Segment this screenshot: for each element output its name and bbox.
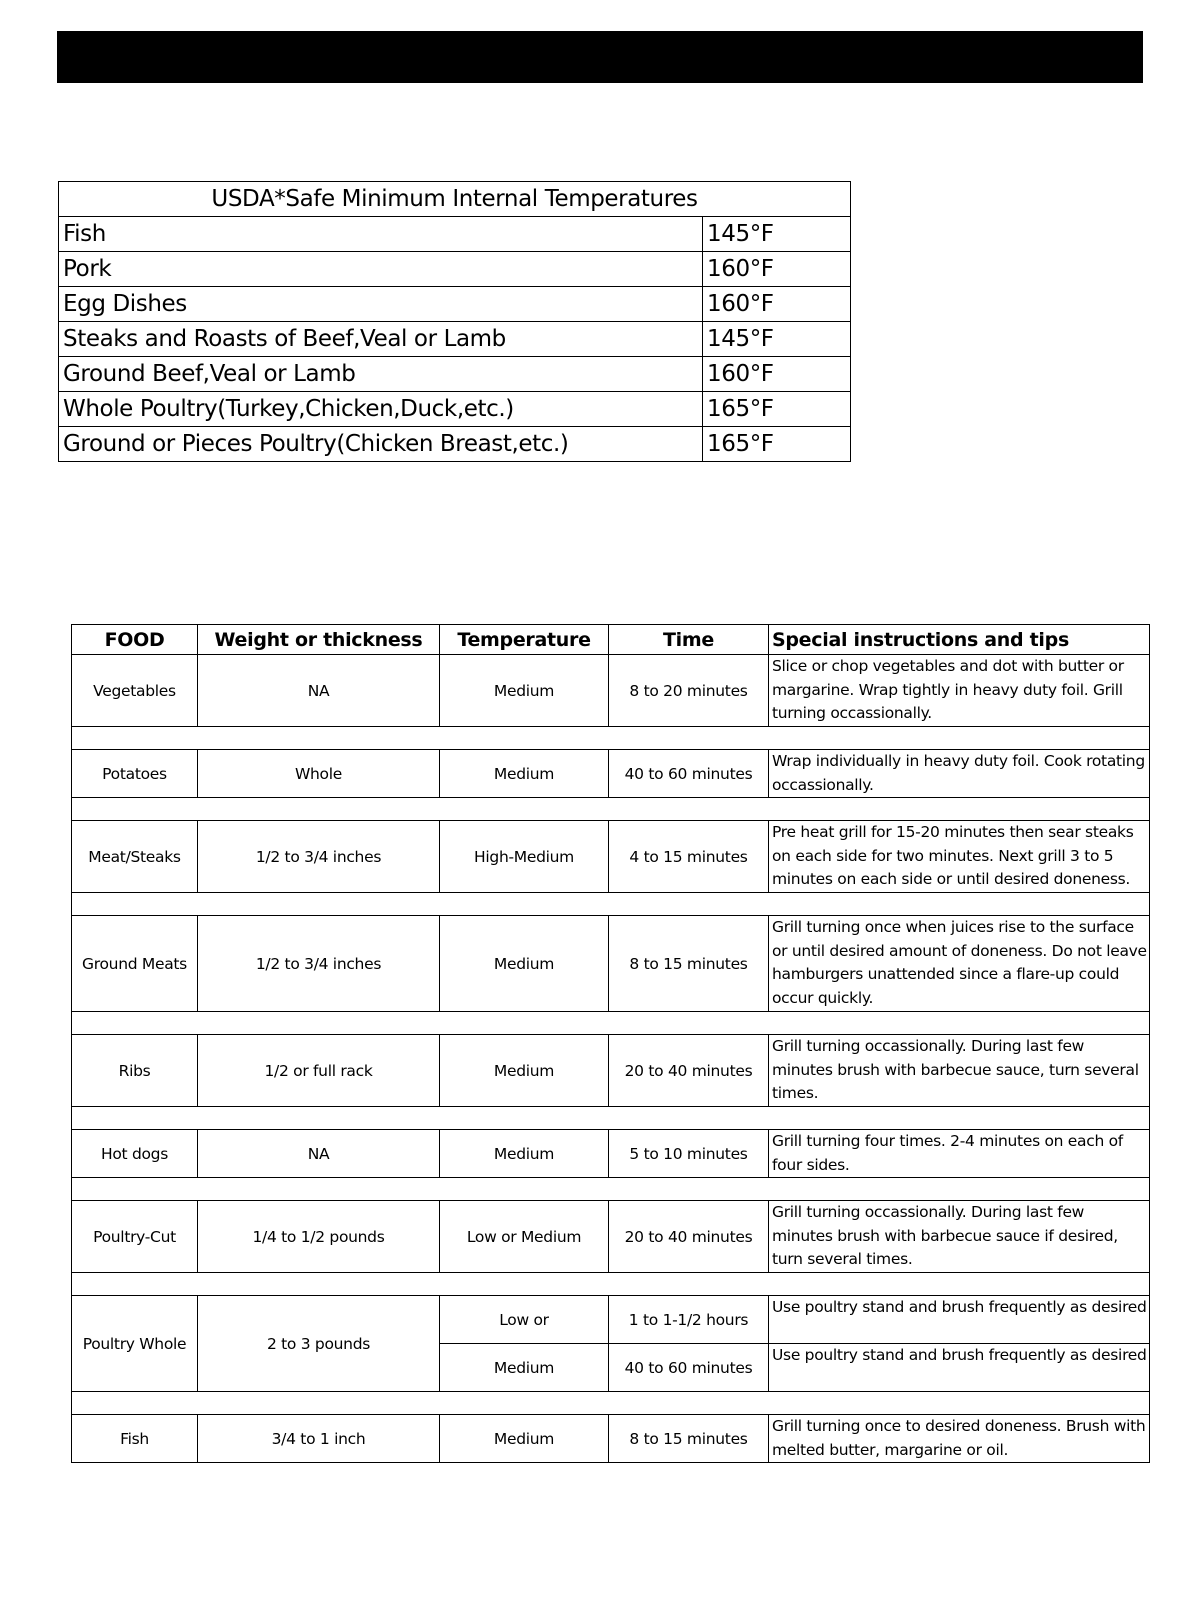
cell-weight: NA [198, 655, 440, 727]
cell-food: Hot dogs [72, 1130, 198, 1178]
cell-time: 4 to 15 minutes [609, 821, 769, 893]
temp-row [59, 287, 851, 322]
cell-tips: Wrap individually in heavy duty foil. Cook rotating occassionally. [769, 750, 1150, 798]
spacer-row [72, 1178, 1150, 1201]
temp-value: 160°F [703, 357, 851, 392]
page-cutoff [65, 1468, 1155, 1508]
temp-value: 145°F [703, 217, 851, 252]
header-weight: Weight or thickness [198, 625, 440, 655]
cell-tips: Grill turning once to desired doneness. Brush with melted butter, margarine or oil. [769, 1415, 1150, 1463]
header-tips: Special instructions and tips [769, 625, 1150, 655]
cell-temp: Medium [440, 1130, 609, 1178]
cell-food: Poultry-Cut [72, 1201, 198, 1273]
cell-tips: Slice or chop vegetables and dot with butter or margarine. Wrap tightly in heavy duty foil. Grill turning occassionally. [769, 655, 1150, 727]
cell-food: Ribs [72, 1035, 198, 1107]
cell-weight: 3/4 to 1 inch [198, 1415, 440, 1463]
temp-value: 145°F [703, 322, 851, 357]
temp-food: Egg Dishes [59, 287, 703, 322]
grill-row [72, 1296, 1150, 1344]
temp-value: 165°F [703, 427, 851, 462]
spacer-row [72, 1392, 1150, 1415]
temp-food: Ground or Pieces Poultry(Chicken Breast,etc.) [59, 427, 703, 462]
cell-food: Potatoes [72, 750, 198, 798]
cell-time: 20 to 40 minutes [609, 1035, 769, 1107]
header-food: FOOD [72, 625, 198, 655]
temp-row [59, 392, 851, 427]
cell-time: 8 to 20 minutes [609, 655, 769, 727]
cell-time: 8 to 15 minutes [609, 916, 769, 1012]
temp-row [59, 252, 851, 287]
cell-time: 1 to 1-1/2 hours [609, 1296, 769, 1344]
cell-weight: NA [198, 1130, 440, 1178]
cell-temp: Medium [440, 655, 609, 727]
grill-row [72, 655, 1150, 727]
grill-row [72, 1035, 1150, 1107]
grill-row [72, 1130, 1150, 1178]
grill-row [72, 821, 1150, 893]
cell-food: Fish [72, 1415, 198, 1463]
cell-tips: Use poultry stand and brush frequently as desired [769, 1296, 1150, 1344]
spacer-row [72, 1012, 1150, 1035]
cell-time: 8 to 15 minutes [609, 1415, 769, 1463]
temp-row [59, 217, 851, 252]
spacer-row [72, 798, 1150, 821]
cell-temp: Medium [440, 916, 609, 1012]
spacer-row [72, 1107, 1150, 1130]
spacer-row [72, 727, 1150, 750]
header-temperature: Temperature [440, 625, 609, 655]
temp-row [59, 322, 851, 357]
temp-food: Ground Beef,Veal or Lamb [59, 357, 703, 392]
cell-food: Meat/Steaks [72, 821, 198, 893]
temp-row [59, 357, 851, 392]
cell-weight: 1/4 to 1/2 pounds [198, 1201, 440, 1273]
temp-food: Whole Poultry(Turkey,Chicken,Duck,etc.) [59, 392, 703, 427]
cell-time: 40 to 60 minutes [609, 750, 769, 798]
spacer-row [72, 1273, 1150, 1296]
cell-time: 20 to 40 minutes [609, 1201, 769, 1273]
cell-tips: Pre heat grill for 15-20 minutes then sear steaks on each side for two minutes. Next grill 3 to 5 minutes on each side or until desired doneness. [769, 821, 1150, 893]
grill-header-row [72, 625, 1150, 655]
cell-temp: Medium [440, 1344, 609, 1392]
cell-tips: Grill turning occassionally. During last few minutes brush with barbecue sauce, turn several times. [769, 1035, 1150, 1107]
spacer-row [72, 893, 1150, 916]
grilling-guide-table [71, 624, 1150, 1463]
cell-temp: High-Medium [440, 821, 609, 893]
cell-temp: Medium [440, 750, 609, 798]
cell-tips: Grill turning four times. 2-4 minutes on each of four sides. [769, 1130, 1150, 1178]
cell-weight: 1/2 or full rack [198, 1035, 440, 1107]
temp-row [59, 427, 851, 462]
cell-food: Poultry Whole [72, 1296, 198, 1392]
grill-row [72, 1415, 1150, 1463]
cell-weight: Whole [198, 750, 440, 798]
cell-tips: Grill turning occassionally. During last few minutes brush with barbecue sauce if desired, turn several times. [769, 1201, 1150, 1273]
cell-weight: 1/2 to 3/4 inches [198, 916, 440, 1012]
temp-value: 160°F [703, 287, 851, 322]
header-bar [57, 31, 1143, 83]
cell-temp: Low or Medium [440, 1201, 609, 1273]
grill-row [72, 916, 1150, 1012]
cell-tips: Grill turning once when juices rise to the surface or until desired amount of doneness. Do not leave hamburgers unattended since a flare-up could occur quickly. [769, 916, 1150, 1012]
grill-row [72, 1201, 1150, 1273]
cell-food: Ground Meats [72, 916, 198, 1012]
temp-table-title: USDA*Safe Minimum Internal Temperatures [59, 182, 851, 217]
cell-food: Vegetables [72, 655, 198, 727]
cell-time: 5 to 10 minutes [609, 1130, 769, 1178]
cell-time: 40 to 60 minutes [609, 1344, 769, 1392]
temp-value: 160°F [703, 252, 851, 287]
cell-tips: Use poultry stand and brush frequently as desired [769, 1344, 1150, 1392]
cell-weight: 1/2 to 3/4 inches [198, 821, 440, 893]
grill-row [72, 750, 1150, 798]
usda-temperature-table [58, 181, 851, 462]
temp-food: Pork [59, 252, 703, 287]
temp-value: 165°F [703, 392, 851, 427]
header-time: Time [609, 625, 769, 655]
cell-temp: Medium [440, 1035, 609, 1107]
temp-food: Fish [59, 217, 703, 252]
temp-food: Steaks and Roasts of Beef,Veal or Lamb [59, 322, 703, 357]
cell-weight: 2 to 3 pounds [198, 1296, 440, 1392]
cell-temp: Medium [440, 1415, 609, 1463]
cell-temp: Low or [440, 1296, 609, 1344]
